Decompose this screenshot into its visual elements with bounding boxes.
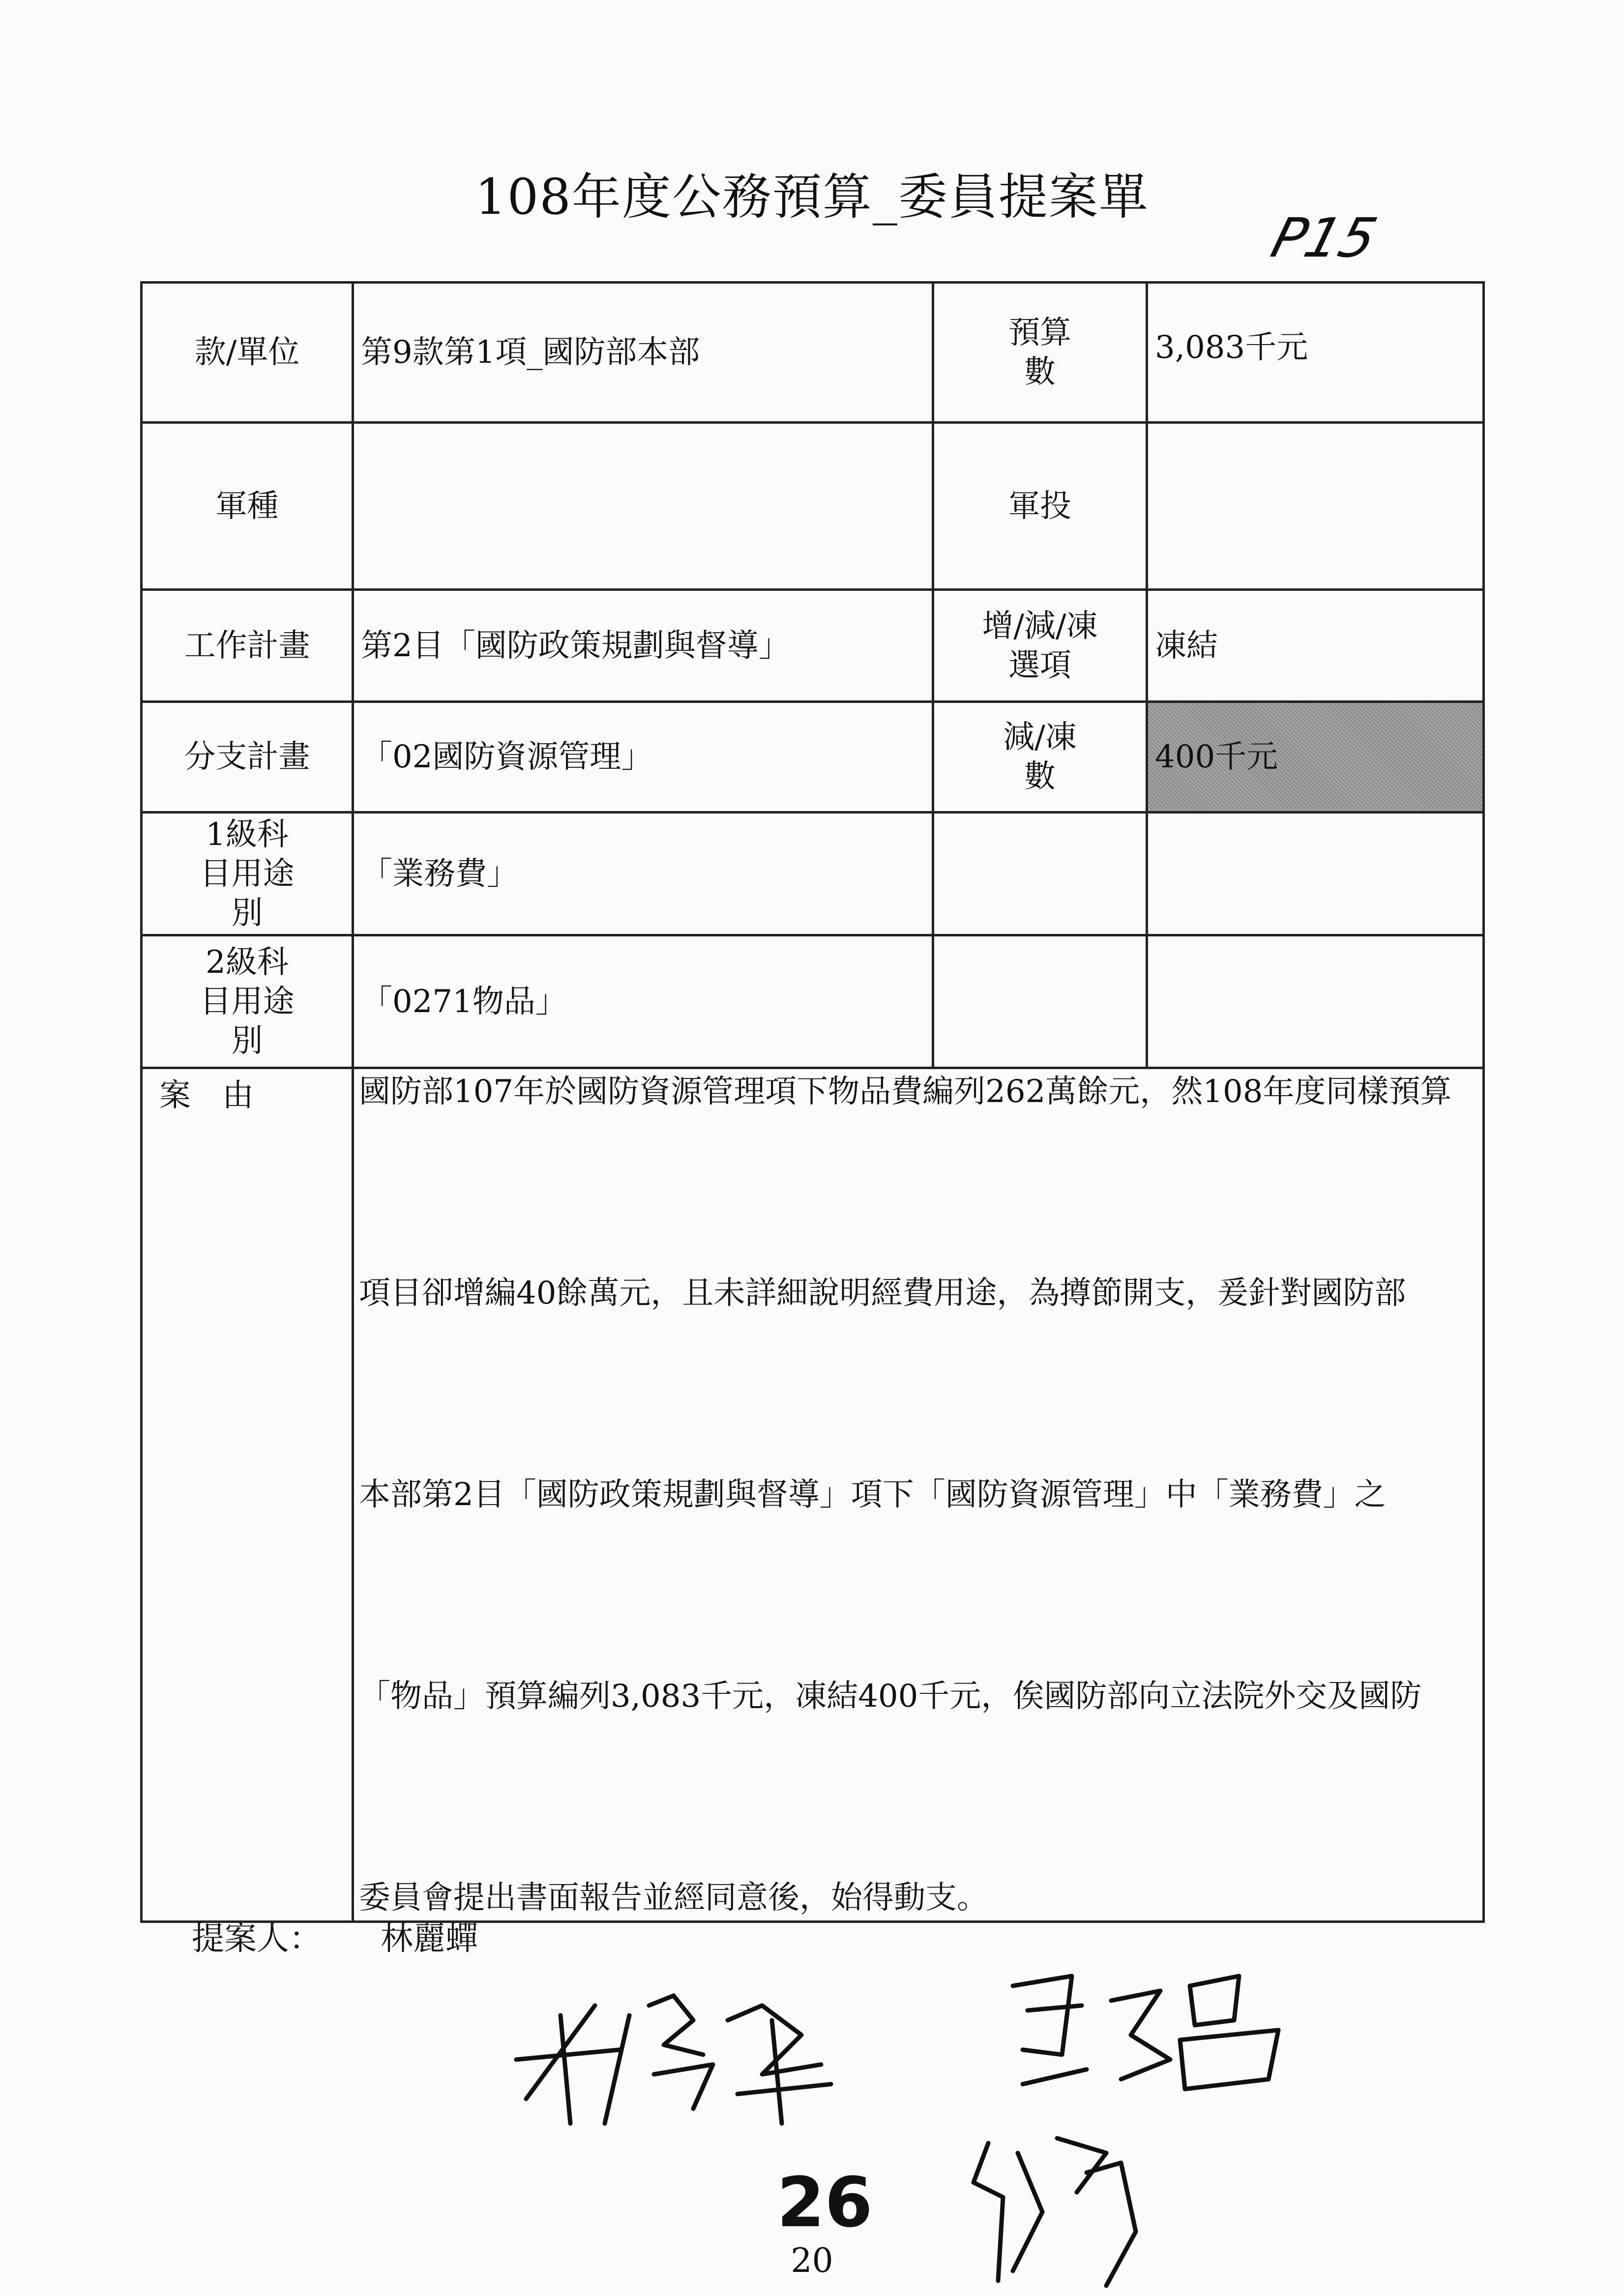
level2-value: 「0271物品」 (353, 935, 933, 1068)
reason-line: 本部第2目「國防政策規劃與督導」項下「國防資源管理」中「業務費」之 (359, 1477, 1386, 1513)
form-row-unit (142, 283, 1484, 423)
unit-label: 款/單位 (142, 283, 353, 423)
level1-label: 1級科目用途別 (142, 813, 353, 935)
service-label: 軍種 (142, 423, 353, 590)
reason-line: 「物品」預算編列3,083千元，凍結400千元，俟國防部向立法院外交及國防 (359, 1678, 1422, 1715)
form-row-level2 (142, 935, 1484, 1068)
level1-empty-a (933, 813, 1147, 935)
budget-label: 預算數 (933, 283, 1147, 423)
level2-label: 2級科目用途別 (142, 935, 353, 1068)
reason-text (353, 1068, 1484, 1922)
reason-line: 國防部107年於國防資源管理項下物品費編列262萬餘元，然108年度同樣預算 (359, 1074, 1452, 1110)
level1-empty-b (1147, 813, 1484, 935)
service-value (353, 423, 933, 590)
branch-plan-label: 分支計畫 (142, 702, 353, 813)
option-label: 增/減/凍選項 (933, 590, 1147, 702)
reason-line: 委員會提出書面報告並經同意後，始得動支。 (359, 1880, 988, 1916)
budget-value: 3,083千元 (1147, 283, 1484, 423)
branch-plan-value: 「02國防資源管理」 (353, 702, 933, 813)
form-row-reason (142, 1068, 1484, 1922)
proposer-name: 林麗蟬 (381, 1919, 478, 1957)
unit-value: 第9款第1項_國防部本部 (353, 283, 933, 423)
level1-value: 「業務費」 (353, 813, 933, 935)
proposal-form-table (140, 281, 1485, 1923)
form-row-service (142, 423, 1484, 590)
handwritten-page-note: P15 (1265, 206, 1384, 269)
form-row-branch-plan (142, 702, 1484, 813)
proposer-line (192, 1912, 478, 1959)
option-value: 凍結 (1147, 590, 1484, 702)
amount-label: 減/凍數 (933, 702, 1147, 813)
proposer-label: 提案人： (192, 1919, 322, 1957)
handwritten-page-number: 26 (777, 2163, 873, 2243)
level2-empty-b (1147, 935, 1484, 1068)
level2-empty-a (933, 935, 1147, 1068)
work-plan-value: 第2目「國防政策規劃與督導」 (353, 590, 933, 702)
form-row-level1 (142, 813, 1484, 935)
work-plan-label: 工作計畫 (142, 590, 353, 702)
page-number: 20 (791, 2241, 833, 2280)
reason-line: 項目卻增編40餘萬元，且未詳細說明經費用途，為撙節開支，爰針對國防部 (359, 1275, 1406, 1311)
signature-2 (1003, 1956, 1308, 2104)
amount-value: 400千元 (1147, 702, 1484, 813)
page-title: 108年度公務預算_委員提案單 (475, 168, 1149, 226)
military-invest-value (1147, 423, 1484, 590)
military-invest-label: 軍投 (933, 423, 1147, 590)
signature-1 (506, 1976, 851, 2138)
reason-label: 案 由 (142, 1068, 353, 1922)
form-row-work-plan (142, 590, 1484, 702)
